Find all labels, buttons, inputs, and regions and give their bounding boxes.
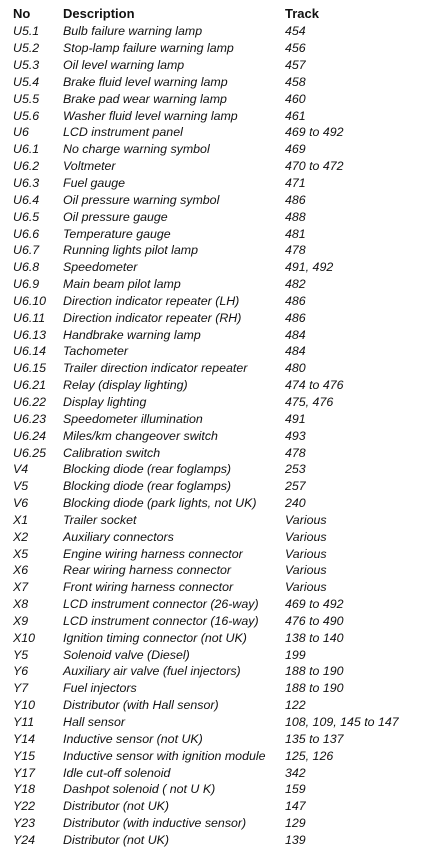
row-description: Inductive sensor (not UK)	[63, 731, 203, 746]
row-description: Distributor (with inductive sensor)	[63, 816, 247, 831]
row-no: U5.2	[13, 41, 40, 56]
row-no: Y6	[13, 664, 29, 679]
row-track: 469	[285, 142, 306, 157]
table-row	[0, 225, 427, 242]
row-no: Y18	[13, 782, 36, 797]
row-track: 188 to 190	[285, 664, 344, 679]
header-track: Track	[285, 5, 319, 21]
row-no: U5.5	[13, 91, 40, 106]
row-track: 461	[285, 108, 306, 123]
table-row	[0, 798, 427, 815]
row-no: X8	[13, 597, 29, 612]
row-description: Inductive sensor with ignition module	[63, 748, 266, 763]
row-no: U6	[13, 125, 29, 140]
row-description: Dashpot solenoid ( not U K)	[63, 782, 216, 797]
row-track: 135 to 137	[285, 731, 344, 746]
row-description: Ignition timing connector (not UK)	[63, 630, 247, 645]
row-track: 484	[285, 327, 306, 342]
row-no: U5.1	[13, 24, 40, 39]
row-description: Solenoid valve (Diesel)	[63, 647, 190, 662]
row-no: V6	[13, 496, 29, 511]
table-row	[0, 495, 427, 512]
row-track: 458	[285, 74, 306, 89]
header-description: Description	[63, 5, 135, 21]
table-row	[0, 697, 427, 714]
row-description: Direction indicator repeater (LH)	[63, 293, 240, 308]
row-description: Distributor (not UK)	[63, 832, 170, 847]
table-row	[0, 90, 427, 107]
row-track: 122	[285, 698, 306, 713]
row-no: Y23	[13, 816, 36, 831]
row-description: Auxiliary connectors	[63, 529, 174, 544]
row-no: U6.7	[13, 243, 40, 258]
row-no: U6.8	[13, 260, 40, 275]
table-row	[0, 579, 427, 596]
row-track: 486	[285, 192, 306, 207]
table-row	[0, 629, 427, 646]
row-description: Distributor (with Hall sensor)	[63, 698, 219, 713]
row-no: U5.6	[13, 108, 40, 123]
row-description: Tachometer	[63, 344, 128, 359]
row-no: V5	[13, 479, 29, 494]
table-row	[0, 124, 427, 141]
table-row	[0, 714, 427, 731]
row-no: U6.9	[13, 277, 40, 292]
row-track: 125, 126	[285, 748, 334, 763]
row-no: X2	[13, 529, 29, 544]
row-description: Fuel gauge	[63, 176, 126, 191]
row-no: V4	[13, 462, 29, 477]
row-description: Hall sensor	[63, 715, 125, 730]
header-no: No	[13, 5, 31, 21]
row-track: 491, 492	[285, 260, 334, 275]
row-description: Blocking diode (rear foglamps)	[63, 462, 232, 477]
table-row	[0, 562, 427, 579]
row-track: Various	[285, 580, 327, 595]
table-row	[0, 832, 427, 849]
row-track: 460	[285, 91, 306, 106]
table-row	[0, 360, 427, 377]
row-track: 469 to 492	[285, 597, 344, 612]
row-description: Calibration switch	[63, 445, 161, 460]
row-track: 108, 109, 145 to 147	[285, 715, 399, 730]
row-description: Brake pad wear warning lamp	[63, 91, 227, 106]
table-row	[0, 596, 427, 613]
row-track: 139	[285, 832, 306, 847]
row-track: 257	[285, 479, 306, 494]
row-description: Temperature gauge	[63, 226, 171, 241]
row-no: U6.25	[13, 445, 47, 460]
row-no: X7	[13, 580, 29, 595]
table-row	[0, 478, 427, 495]
row-track: 475, 476	[285, 394, 334, 409]
row-description: Running lights pilot lamp	[63, 243, 198, 258]
row-track: 454	[285, 24, 306, 39]
table-row	[0, 663, 427, 680]
table-row	[0, 74, 427, 91]
row-track: 471	[285, 176, 306, 191]
table-row	[0, 528, 427, 545]
row-track: 488	[285, 209, 306, 224]
row-track: 199	[285, 647, 306, 662]
table-row	[0, 646, 427, 663]
row-no: Y14	[13, 731, 36, 746]
row-track: 474 to 476	[285, 378, 344, 393]
row-no: U6.4	[13, 192, 40, 207]
row-track: 253	[285, 462, 306, 477]
row-description: Oil pressure gauge	[63, 209, 168, 224]
table-row	[0, 680, 427, 697]
table-row	[0, 326, 427, 343]
row-description: Blocking diode (rear foglamps)	[63, 479, 232, 494]
row-no: U6.13	[13, 327, 47, 342]
row-no: X5	[13, 546, 29, 561]
row-no: U6.3	[13, 176, 40, 191]
row-track: Various	[285, 529, 327, 544]
table-row	[0, 343, 427, 360]
table-row	[0, 57, 427, 74]
row-description: Speedometer illumination	[63, 411, 203, 426]
row-no: U6.23	[13, 411, 47, 426]
table-row	[0, 175, 427, 192]
table-row	[0, 158, 427, 175]
row-track: 129	[285, 816, 306, 831]
table-row	[0, 444, 427, 461]
table-row	[0, 511, 427, 528]
row-no: U6.15	[13, 361, 47, 376]
row-description: Speedometer	[63, 260, 138, 275]
row-track: 342	[285, 765, 306, 780]
row-description: Direction indicator repeater (RH)	[63, 310, 242, 325]
row-description: Auxiliary air valve (fuel injectors)	[63, 664, 241, 679]
table-row	[0, 276, 427, 293]
row-description: Engine wiring harness connector	[63, 546, 243, 561]
table-row	[0, 309, 427, 326]
row-description: Handbrake warning lamp	[63, 327, 201, 342]
table-row	[0, 410, 427, 427]
row-track: Various	[285, 563, 327, 578]
row-track: 159	[285, 782, 306, 797]
row-track: 476 to 490	[285, 613, 344, 628]
row-description: Front wiring harness connector	[63, 580, 234, 595]
table-row	[0, 461, 427, 478]
table-row	[0, 545, 427, 562]
row-no: X1	[13, 512, 29, 527]
row-track: 188 to 190	[285, 681, 344, 696]
table-row	[0, 730, 427, 747]
row-description: Trailer direction indicator repeater	[63, 361, 248, 376]
row-description: Brake fluid level warning lamp	[63, 74, 228, 89]
row-track: 240	[285, 496, 306, 511]
row-no: U6.6	[13, 226, 40, 241]
row-no: U5.4	[13, 74, 40, 89]
row-description: Washer fluid level warning lamp	[63, 108, 238, 123]
row-description: LCD instrument connector (26-way)	[63, 597, 259, 612]
row-track: 470 to 472	[285, 159, 344, 174]
row-description: No charge warning symbol	[63, 142, 210, 157]
table-row	[0, 815, 427, 832]
table-row	[0, 394, 427, 411]
row-description: Stop-lamp failure warning lamp	[63, 41, 234, 56]
row-no: U6.1	[13, 142, 40, 157]
row-no: Y10	[13, 698, 36, 713]
row-track: Various	[285, 546, 327, 561]
table-row	[0, 377, 427, 394]
row-no: U6.14	[13, 344, 47, 359]
table-row	[0, 293, 427, 310]
row-track: 493	[285, 428, 306, 443]
row-track: 486	[285, 310, 306, 325]
row-no: U6.10	[13, 293, 47, 308]
row-track: 481	[285, 226, 306, 241]
table-row	[0, 242, 427, 259]
row-track: 491	[285, 411, 306, 426]
row-description: LCD instrument panel	[63, 125, 183, 140]
row-no: X10	[13, 630, 36, 645]
row-description: Idle cut-off solenoid	[63, 765, 171, 780]
row-track: 482	[285, 277, 306, 292]
row-description: Main beam pilot lamp	[63, 277, 181, 292]
row-description: Oil pressure warning symbol	[63, 192, 220, 207]
row-track: 138 to 140	[285, 630, 344, 645]
row-description: Oil level warning lamp	[63, 58, 185, 73]
row-description: Trailer socket	[63, 512, 137, 527]
table-row	[0, 191, 427, 208]
row-no: U6.24	[13, 428, 47, 443]
row-description: Miles/km changeover switch	[63, 428, 218, 443]
row-no: U6.2	[13, 159, 40, 174]
row-no: X9	[13, 613, 29, 628]
row-no: Y11	[13, 715, 35, 730]
row-track: Various	[285, 512, 327, 527]
row-description: LCD instrument connector (16-way)	[63, 613, 259, 628]
row-no: U6.5	[13, 209, 40, 224]
row-no: Y15	[13, 748, 36, 763]
row-description: Fuel injectors	[63, 681, 137, 696]
row-track: 469 to 492	[285, 125, 344, 140]
row-track: 484	[285, 344, 306, 359]
table-row	[0, 747, 427, 764]
table-row	[0, 764, 427, 781]
table-body	[0, 23, 427, 848]
table-row	[0, 208, 427, 225]
row-track: 480	[285, 361, 306, 376]
table-row	[0, 427, 427, 444]
row-track: 457	[285, 58, 306, 73]
row-track: 486	[285, 293, 306, 308]
table-header	[0, 3, 427, 23]
row-description: Bulb failure warning lamp	[63, 24, 203, 39]
table-row	[0, 259, 427, 276]
row-track: 456	[285, 41, 306, 56]
row-no: U5.3	[13, 58, 40, 73]
table-row	[0, 141, 427, 158]
row-no: Y5	[13, 647, 29, 662]
row-no: Y24	[13, 832, 36, 847]
row-no: Y22	[13, 799, 36, 814]
table-row	[0, 781, 427, 798]
row-description: Voltmeter	[63, 159, 116, 174]
table-row	[0, 23, 427, 40]
row-no: U6.22	[13, 394, 47, 409]
row-no: U6.21	[13, 378, 47, 393]
row-track: 478	[285, 445, 306, 460]
row-track: 478	[285, 243, 306, 258]
row-description: Blocking diode (park lights, not UK)	[63, 496, 257, 511]
row-no: U6.11	[13, 310, 46, 325]
row-track: 147	[285, 799, 306, 814]
row-description: Display lighting	[63, 394, 147, 409]
row-no: Y17	[13, 765, 36, 780]
row-description: Rear wiring harness connector	[63, 563, 232, 578]
row-description: Distributor (not UK)	[63, 799, 170, 814]
table-row	[0, 613, 427, 630]
row-description: Relay (display lighting)	[63, 378, 188, 393]
row-no: X6	[13, 563, 29, 578]
row-no: Y7	[13, 681, 29, 696]
table-row	[0, 107, 427, 124]
table-row	[0, 40, 427, 57]
